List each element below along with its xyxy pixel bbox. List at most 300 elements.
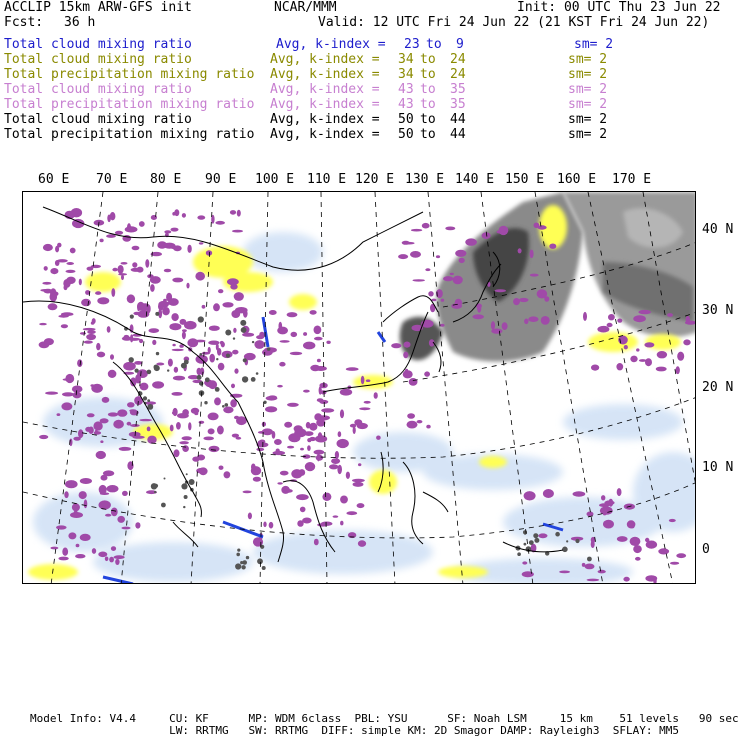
dark-speckle xyxy=(562,547,568,553)
purple-speckle xyxy=(173,376,185,381)
dark-speckle xyxy=(222,405,225,408)
longitude-label: 90 E xyxy=(205,172,237,187)
legend-row-smoothing: sm= 2 xyxy=(568,97,608,112)
purple-speckle xyxy=(277,482,282,484)
init-time: Init: 00 UTC Thu 23 Jun 22 xyxy=(517,0,721,15)
dark-speckle xyxy=(167,369,169,371)
purple-speckle xyxy=(172,278,183,283)
purple-speckle xyxy=(639,310,651,314)
longitude-label: 80 E xyxy=(150,172,182,187)
purple-speckle xyxy=(340,409,344,418)
purple-speckle xyxy=(269,310,277,315)
dark-speckle xyxy=(262,566,266,570)
purple-speckle xyxy=(39,341,50,348)
purple-speckle xyxy=(307,445,311,451)
purple-speckle xyxy=(364,401,371,404)
dark-speckle xyxy=(533,533,538,538)
purple-speckle xyxy=(121,527,130,530)
purple-speckle xyxy=(361,376,365,385)
purple-speckle xyxy=(66,277,75,284)
purple-speckle xyxy=(61,324,68,328)
purple-speckle xyxy=(118,273,127,275)
purple-speckle xyxy=(39,435,48,439)
purple-speckle xyxy=(585,564,595,570)
purple-speckle xyxy=(376,436,381,440)
purple-speckle xyxy=(219,466,224,470)
purple-speckle xyxy=(202,305,206,309)
purple-speckle xyxy=(118,265,124,274)
purple-speckle xyxy=(425,268,430,271)
purple-speckle xyxy=(294,428,306,437)
purple-speckle xyxy=(130,424,140,427)
dark-speckle xyxy=(204,401,207,404)
purple-speckle xyxy=(77,359,82,367)
purple-speckle xyxy=(630,524,634,529)
longitude-label: 140 E xyxy=(455,172,495,187)
dark-speckle xyxy=(233,337,235,339)
purple-speckle xyxy=(115,231,123,235)
dark-speckle xyxy=(225,330,231,336)
purple-speckle xyxy=(573,491,586,496)
purple-speckle xyxy=(163,299,167,302)
purple-speckle xyxy=(598,570,606,574)
purple-speckle xyxy=(48,303,58,310)
purple-speckle xyxy=(353,482,364,487)
purple-speckle xyxy=(127,402,135,407)
purple-speckle xyxy=(300,507,306,513)
purple-speckle xyxy=(174,209,179,216)
dark-speckle xyxy=(575,539,579,543)
legend-row-k-start: 23 xyxy=(404,37,420,52)
purple-speckle xyxy=(346,511,357,515)
purple-speckle xyxy=(472,314,484,319)
purple-speckle xyxy=(287,403,299,407)
legend-row-k-end: 24 xyxy=(450,52,466,67)
purple-speckle xyxy=(303,342,315,350)
purple-speckle xyxy=(608,314,615,320)
purple-speckle xyxy=(92,548,96,554)
purple-speckle xyxy=(182,213,186,218)
purple-speckle xyxy=(45,392,58,395)
dark-speckle xyxy=(587,557,592,562)
purple-speckle xyxy=(426,425,430,429)
purple-speckle xyxy=(297,520,303,527)
purple-speckle xyxy=(164,302,175,305)
purple-speckle xyxy=(150,284,155,292)
legend-row-to: to xyxy=(420,97,436,112)
purple-speckle xyxy=(443,276,453,281)
purple-speckle xyxy=(317,359,321,363)
dark-speckle xyxy=(181,483,187,489)
map-svg xyxy=(23,192,696,584)
purple-speckle xyxy=(407,413,415,419)
purple-speckle xyxy=(110,212,116,220)
dark-speckle xyxy=(183,506,185,508)
purple-speckle xyxy=(459,258,465,263)
purple-speckle xyxy=(303,390,310,393)
purple-speckle xyxy=(645,358,652,366)
purple-speckle xyxy=(231,384,235,389)
purple-speckle xyxy=(109,557,114,563)
purple-speckle xyxy=(436,255,440,258)
dark-speckle xyxy=(197,375,202,380)
purple-speckle xyxy=(55,260,60,266)
purple-speckle xyxy=(499,226,509,235)
legend-row-avg: Avg, k-index = xyxy=(270,127,380,142)
purple-speckle xyxy=(676,553,686,558)
purple-speckle xyxy=(150,276,161,284)
purple-speckle xyxy=(407,421,418,429)
purple-speckle xyxy=(215,221,225,225)
purple-speckle xyxy=(538,533,547,538)
purple-speckle xyxy=(234,292,244,301)
dark-speckle xyxy=(143,396,147,400)
purple-speckle xyxy=(133,312,140,315)
purple-speckle xyxy=(95,291,101,295)
legend-row-k-end: 9 xyxy=(456,37,464,52)
purple-speckle xyxy=(214,397,221,405)
dark-speckle xyxy=(161,503,166,508)
dark-speckle xyxy=(242,560,247,565)
dark-speckle xyxy=(164,478,166,480)
purple-speckle xyxy=(465,238,477,245)
purple-speckle xyxy=(522,571,534,577)
purple-speckle xyxy=(165,243,168,247)
purple-speckle xyxy=(87,330,96,334)
purple-speckle xyxy=(230,210,236,215)
purple-speckle xyxy=(543,489,554,498)
dark-speckle xyxy=(156,352,159,355)
purple-speckle xyxy=(428,291,433,296)
purple-speckle xyxy=(354,419,362,425)
purple-speckle xyxy=(78,429,83,438)
purple-speckle xyxy=(186,283,189,289)
model-info-line1: Model Info: V4.4 CU: KF MP: WDM 6class PBL: YSU SF: Noah LSM 15 km 51 levels 90 sec xyxy=(30,712,739,725)
purple-speckle xyxy=(248,513,252,520)
purple-speckle xyxy=(187,245,191,253)
purple-speckle xyxy=(208,347,211,354)
purple-speckle xyxy=(519,298,529,302)
purple-speckle xyxy=(172,344,175,347)
purple-speckle xyxy=(231,310,240,318)
purple-speckle xyxy=(87,267,94,271)
purple-speckle xyxy=(310,310,317,315)
purple-speckle xyxy=(79,279,82,286)
dark-speckle xyxy=(517,552,521,556)
purple-speckle xyxy=(123,362,136,371)
purple-speckle xyxy=(243,491,252,494)
purple-speckle xyxy=(616,363,623,370)
purple-speckle xyxy=(559,571,570,574)
purple-speckle xyxy=(254,340,264,349)
dark-speckle xyxy=(198,316,204,322)
purple-speckle xyxy=(40,289,50,292)
purple-speckle xyxy=(263,522,266,528)
purple-speckle xyxy=(64,491,68,498)
purple-speckle xyxy=(83,328,96,331)
purple-speckle xyxy=(280,471,289,476)
legend-row-avg: Avg, k-index = xyxy=(270,82,380,97)
purple-speckle xyxy=(125,226,138,232)
purple-speckle xyxy=(398,254,408,259)
purple-speckle xyxy=(645,575,657,581)
purple-speckle xyxy=(177,413,189,418)
purple-speckle xyxy=(549,244,556,249)
dark-speckle xyxy=(216,358,218,360)
purple-speckle xyxy=(188,422,191,430)
purple-speckle xyxy=(617,319,622,323)
purple-speckle xyxy=(366,379,371,382)
dark-speckle xyxy=(251,377,256,382)
purple-speckle xyxy=(137,302,145,311)
purple-speckle xyxy=(50,268,58,274)
purple-speckle xyxy=(93,421,102,430)
legend-row-name: Total cloud mixing ratio xyxy=(4,112,192,127)
purple-speckle xyxy=(74,510,78,516)
purple-speckle xyxy=(410,251,421,258)
purple-speckle xyxy=(72,503,80,511)
purple-speckle xyxy=(222,302,233,307)
legend-row-name: Total precipitation mixing ratio xyxy=(4,67,255,82)
purple-speckle xyxy=(646,541,657,549)
purple-speckle xyxy=(197,215,205,219)
purple-speckle xyxy=(194,412,198,415)
purple-speckle xyxy=(168,359,173,367)
purple-speckle xyxy=(279,362,285,367)
purple-speckle xyxy=(100,440,103,443)
purple-speckle xyxy=(79,491,87,499)
purple-speckle xyxy=(322,493,331,501)
legend-row-k-start: 50 xyxy=(398,112,414,127)
purple-speckle xyxy=(152,340,156,345)
purple-speckle xyxy=(108,412,118,416)
chart-title: ACCLIP 15km ARW-GFS init xyxy=(4,0,192,15)
purple-speckle xyxy=(139,221,145,227)
purple-speckle xyxy=(149,328,160,333)
purple-speckle xyxy=(199,242,204,244)
purple-speckle xyxy=(453,276,463,285)
purple-speckle xyxy=(84,341,93,344)
purple-speckle xyxy=(608,499,613,507)
purple-speckle xyxy=(172,349,184,351)
purple-speckle xyxy=(135,522,140,528)
purple-speckle xyxy=(174,449,180,457)
legend-row-k-end: 44 xyxy=(450,127,466,142)
purple-speckle xyxy=(262,428,273,435)
dark-speckle xyxy=(215,387,220,392)
purple-speckle xyxy=(132,262,137,267)
purple-speckle xyxy=(391,343,401,348)
purple-speckle xyxy=(171,392,182,396)
purple-speckle xyxy=(97,297,109,304)
purple-speckle xyxy=(321,408,334,412)
dark-speckle xyxy=(237,549,240,552)
purple-speckle xyxy=(656,367,667,372)
purple-speckle xyxy=(329,464,338,469)
purple-speckle xyxy=(62,548,68,556)
dark-speckle xyxy=(184,495,188,499)
longitude-label: 120 E xyxy=(355,172,395,187)
fcst-value: 36 h xyxy=(64,15,96,30)
purple-speckle xyxy=(683,339,690,345)
legend-row-name: Total cloud mixing ratio xyxy=(4,82,192,97)
purple-speckle xyxy=(233,328,236,333)
purple-speckle xyxy=(630,537,641,546)
purple-speckle xyxy=(208,428,215,434)
purple-speckle xyxy=(685,321,696,325)
purple-speckle xyxy=(403,352,408,359)
purple-speckle xyxy=(409,378,418,386)
purple-speckle xyxy=(287,446,294,449)
purple-speckle xyxy=(110,354,114,360)
longitude-label: 130 E xyxy=(405,172,445,187)
purple-speckle xyxy=(676,366,680,374)
purple-speckle xyxy=(121,262,128,265)
purple-speckle xyxy=(502,322,508,330)
purple-speckle xyxy=(114,555,125,559)
longitude-label: 160 E xyxy=(557,172,597,187)
legend-row-k-start: 43 xyxy=(398,82,414,97)
purple-speckle xyxy=(164,269,171,273)
purple-speckle xyxy=(346,367,359,371)
purple-speckle xyxy=(455,250,466,257)
purple-speckle xyxy=(170,425,174,432)
purple-speckle xyxy=(195,272,205,281)
purple-speckle xyxy=(86,334,96,340)
purple-speckle xyxy=(65,480,78,488)
purple-speckle xyxy=(224,471,231,478)
purple-speckle xyxy=(66,270,76,273)
fcst-label: Fcst: xyxy=(4,15,44,30)
purple-speckle xyxy=(541,316,550,325)
purple-speckle xyxy=(677,352,684,361)
dark-speckle xyxy=(129,357,134,362)
purple-speckle xyxy=(314,539,319,546)
purple-speckle xyxy=(309,437,316,441)
dark-speckle xyxy=(154,491,156,493)
purple-speckle xyxy=(112,268,117,272)
purple-speckle xyxy=(182,436,192,440)
purple-speckle xyxy=(58,557,68,561)
purple-speckle xyxy=(66,262,74,265)
purple-speckle xyxy=(73,392,82,399)
purple-speckle xyxy=(117,516,125,523)
purple-speckle xyxy=(96,343,100,350)
purple-speckle xyxy=(314,450,325,455)
legend-row-smoothing: sm= 2 xyxy=(574,37,614,52)
purple-speckle xyxy=(243,310,248,318)
legend-row-to: to xyxy=(420,82,436,97)
purple-speckle xyxy=(206,250,212,255)
purple-speckle xyxy=(669,519,676,522)
purple-speckle xyxy=(411,229,422,232)
purple-speckle xyxy=(203,437,214,441)
purple-speckle xyxy=(171,313,178,321)
purple-speckle xyxy=(176,422,181,430)
dark-speckle xyxy=(241,565,245,569)
dark-speckle xyxy=(256,372,259,375)
purple-speckle xyxy=(603,520,614,529)
purple-speckle xyxy=(445,227,455,231)
purple-speckle xyxy=(102,397,110,403)
purple-speckle xyxy=(617,536,628,542)
purple-speckle xyxy=(147,436,156,444)
purple-speckle xyxy=(96,451,106,459)
legend-row-name: Total cloud mixing ratio xyxy=(4,52,192,67)
purple-speckle xyxy=(319,400,328,404)
purple-speckle xyxy=(636,348,639,351)
purple-speckle xyxy=(607,323,613,327)
dark-speckle xyxy=(243,358,247,362)
purple-speckle xyxy=(127,294,135,303)
dark-speckle xyxy=(181,363,187,369)
dark-speckle xyxy=(257,558,263,564)
dark-speckle xyxy=(267,347,271,351)
purple-speckle xyxy=(227,278,239,285)
purple-speckle xyxy=(333,515,339,517)
purple-speckle xyxy=(455,299,462,307)
longitude-label: 70 E xyxy=(96,172,128,187)
purple-speckle xyxy=(42,282,51,285)
legend-row-smoothing: sm= 2 xyxy=(568,127,608,142)
purple-speckle xyxy=(122,491,128,496)
latitude-label: 30 N xyxy=(702,303,734,318)
purple-speckle xyxy=(424,371,430,376)
dark-speckle xyxy=(524,543,527,546)
purple-speckle xyxy=(528,316,538,322)
purple-speckle xyxy=(91,322,95,325)
legend-row-k-start: 34 xyxy=(398,67,414,82)
purple-speckle xyxy=(340,496,348,504)
purple-speckle xyxy=(374,392,378,399)
purple-speckle xyxy=(133,436,145,439)
legend-row-to: to xyxy=(426,37,442,52)
dark-speckle xyxy=(235,563,241,569)
purple-speckle xyxy=(209,354,215,363)
legend-row-avg: Avg, k-index = xyxy=(270,97,380,112)
purple-speckle xyxy=(253,477,261,482)
purple-speckle xyxy=(518,248,522,253)
purple-speckle xyxy=(262,422,266,427)
purple-speckle xyxy=(441,299,445,302)
dark-speckle xyxy=(147,370,152,375)
purple-speckle xyxy=(134,361,142,365)
legend-row-avg: Avg, k-index = xyxy=(276,37,386,52)
purple-speckle xyxy=(256,448,264,451)
purple-speckle xyxy=(162,307,170,315)
legend-row-smoothing: sm= 2 xyxy=(568,67,608,82)
purple-speckle xyxy=(179,441,189,444)
purple-speckle xyxy=(340,521,343,526)
purple-speckle xyxy=(264,347,277,353)
purple-speckle xyxy=(237,210,241,217)
longitude-label: 60 E xyxy=(38,172,70,187)
purple-speckle xyxy=(129,409,136,412)
purple-speckle xyxy=(316,455,323,461)
purple-speckle xyxy=(359,407,370,410)
purple-speckle xyxy=(582,563,586,567)
purple-speckle xyxy=(277,385,283,388)
purple-speckle xyxy=(405,369,408,373)
dark-speckle xyxy=(189,479,195,485)
purple-speckle xyxy=(404,342,411,348)
purple-speckle xyxy=(68,532,76,539)
purple-speckle xyxy=(274,439,282,445)
model-info-line2: LW: RRTMG SW: RRTMG DIFF: simple KM: 2D Smagor DAMP: Rayleigh3 SFLAY: MM5 xyxy=(30,724,680,737)
dark-speckle xyxy=(226,354,230,358)
purple-speckle xyxy=(127,223,131,232)
purple-speckle xyxy=(657,351,667,358)
